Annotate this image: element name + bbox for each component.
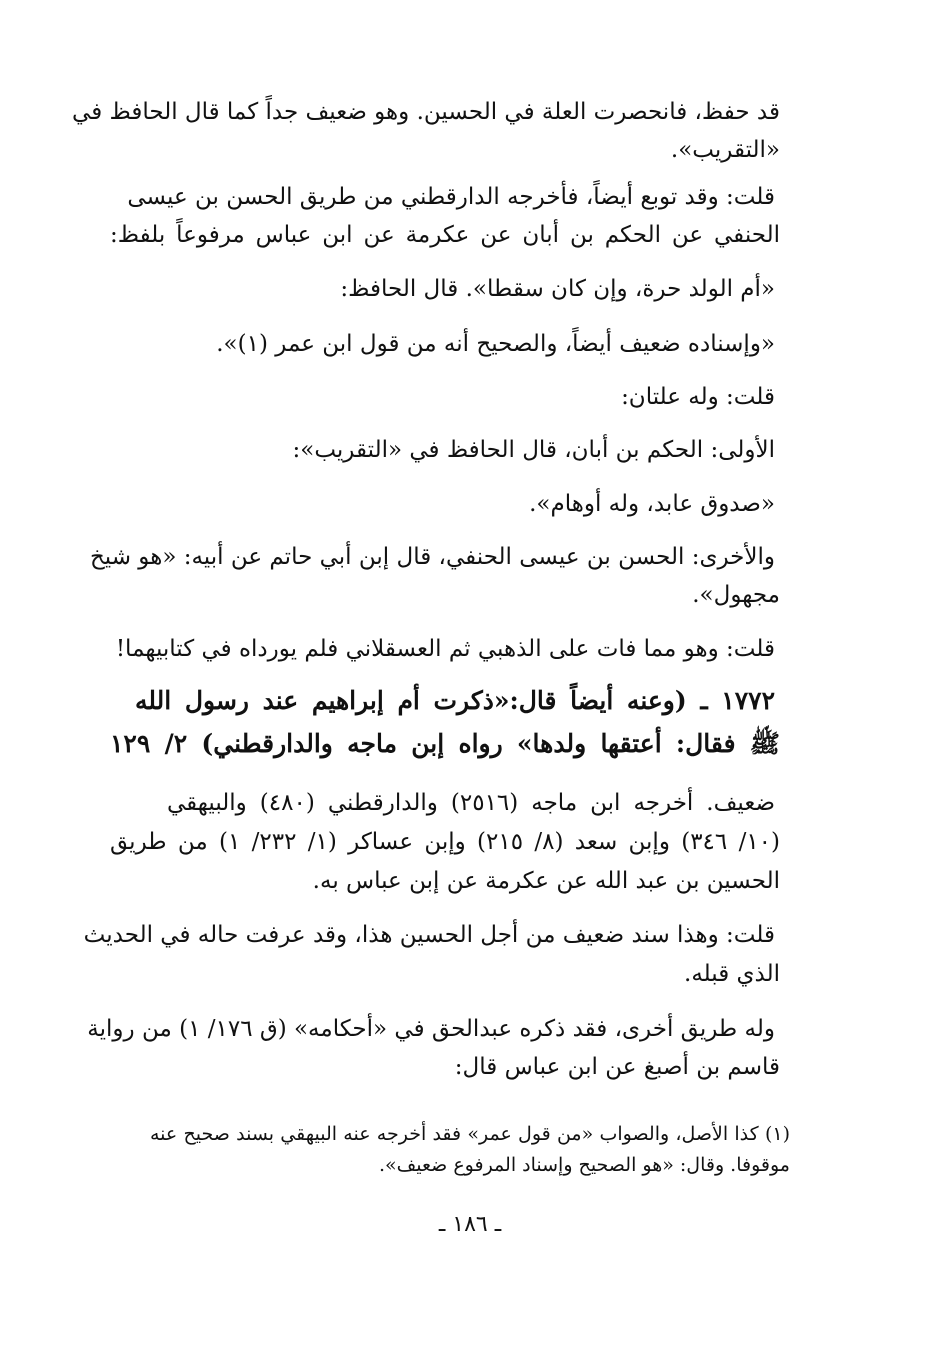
paragraph-line: الأولى: الحكم بن أبان، قال الحافظ في «التقريب»: — [292, 437, 775, 463]
paragraph-line: قلت: وقد توبع أيضاً، فأخرجه الدارقطني من طريق الحسن بن عيسى — [127, 184, 775, 210]
quote-line: «صدوق عابد، وله أوهام». — [529, 491, 775, 517]
paragraph-line: «التقريب». — [670, 137, 780, 163]
paragraph-line: مجهول». — [692, 582, 780, 608]
paragraph-line: قلت: وهو مما فات على الذهبي ثم العسقلاني فلم يورداه في كتابيهما! — [115, 636, 775, 662]
footnote-line: (١) كذا الأصل، والصواب «من قول عمر» فقد أخرجه عنه البيهقي بسند صحيح عنه — [150, 1123, 790, 1145]
paragraph-line: الحنفي عن الحكم بن أبان عن عكرمة عن ابن عباس مرفوعاً بلفظ: — [110, 222, 780, 248]
hadith-heading-line: ﷺ فقال: أعتقها ولدها» رواه إبن ماجه والدارقطني) ٢/ ١٢٩ — [110, 729, 780, 758]
paragraph-line: والأخرى: الحسن بن عيسى الحنفي، قال إبن أبي حاتم عن أبيه: «هو شيخ — [89, 544, 775, 570]
quote-line: «أم الولد حرة، وإن كان سقطا». قال الحافظ: — [340, 276, 775, 302]
paragraph-line: الذي قبله. — [684, 961, 780, 987]
paragraph-line: الحسين بن عبد الله عن عكرمة عن إبن عباس به. — [312, 868, 780, 894]
paragraph-line: ضعيف. أخرجه ابن ماجه (٢٥١٦) والدارقطني (٤٨٠) والبيهقي — [167, 790, 775, 816]
page-number: ـ ١٨٦ ـ — [438, 1212, 502, 1237]
paragraph-line: قد حفظ، فانحصرت العلة في الحسين. وهو ضعيف جداً كما قال الحافظ في — [72, 99, 780, 125]
paragraph-line: قلت: وله علتان: — [621, 384, 775, 410]
paragraph-line: قلت: وهذا سند ضعيف من أجل الحسين هذا، وقد عرفت حاله في الحديث — [83, 922, 775, 948]
paragraph-line: قاسم بن أصبغ عن ابن عباس قال: — [454, 1054, 780, 1080]
paragraph-line: (١٠/ ٣٤٦) وإبن سعد (٨/ ٢١٥) وإبن عساكر (١/ ٢٣٢/ ١) من طريق — [110, 829, 781, 855]
hadith-heading-line: ١٧٧٢ ـ (وعنه أيضاً قال:«ذكرت أم إبراهيم عند رسول الله — [135, 686, 775, 715]
footnote-line: موقوفا. وقال: «هو الصحيح وإسناد المرفوع ضعيف». — [378, 1154, 790, 1176]
paragraph-line: وله طريق أخرى، فقد ذكره عبدالحق في «أحكامه» (ق ١٧٦/ ١) من رواية — [87, 1016, 775, 1042]
quote-line: «وإسناده ضعيف أيضاً، والصحيح أنه من قول ابن عمر (١)». — [216, 331, 775, 357]
